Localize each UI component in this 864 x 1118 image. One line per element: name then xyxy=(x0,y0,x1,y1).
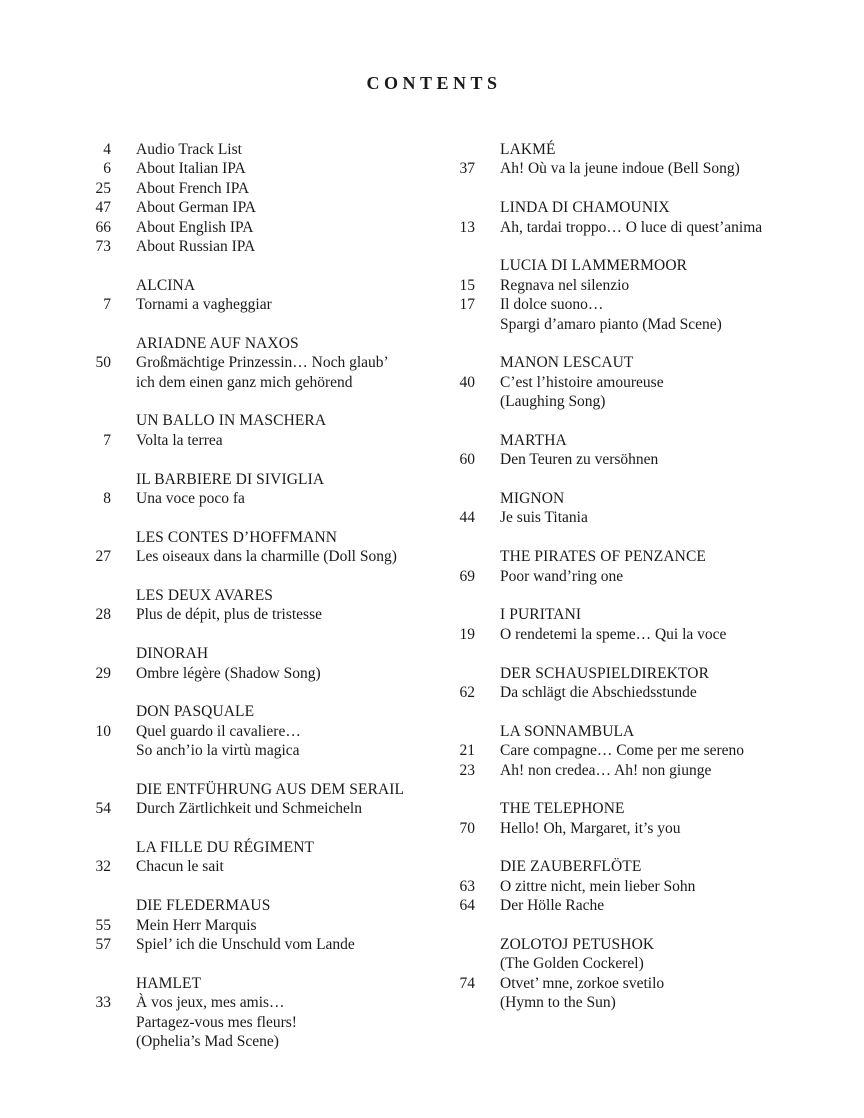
spacer xyxy=(86,819,436,838)
contents-entry xyxy=(86,916,436,935)
opera-title: DER SCHAUSPIELDIREKTOR xyxy=(500,664,710,682)
aria-title: (Laughing Song) xyxy=(500,393,606,411)
contents-entry xyxy=(86,353,436,372)
aria-title: Una voce poco fa xyxy=(136,490,245,508)
spacer xyxy=(450,916,850,935)
contents-entry xyxy=(450,761,850,780)
spacer xyxy=(450,237,850,256)
opera-heading xyxy=(450,256,850,275)
opera-title: DINORAH xyxy=(136,645,209,663)
spacer xyxy=(86,508,436,527)
contents-entry xyxy=(86,159,436,178)
contents-entry xyxy=(86,179,436,198)
spacer xyxy=(450,179,850,198)
opera-title: LAKMÉ xyxy=(500,141,556,158)
page-number: 60 xyxy=(459,451,475,469)
page-number: 25 xyxy=(95,179,111,197)
opera-heading xyxy=(450,605,850,624)
contents-entry xyxy=(86,373,436,392)
opera-title: LES CONTES D’HOFFMANN xyxy=(136,528,338,546)
contents-entry xyxy=(86,722,436,741)
spacer xyxy=(86,877,436,896)
page-number: 29 xyxy=(95,664,111,682)
opera-title: ZOLOTOJ PETUSHOK xyxy=(500,936,655,954)
aria-title: Chacun le sait xyxy=(136,858,224,876)
aria-title: About German IPA xyxy=(136,199,256,217)
aria-title: (Hymn to the Sun) xyxy=(500,994,616,1012)
aria-title: Care compagne… Come per me sereno xyxy=(500,742,745,760)
contents-entry xyxy=(86,1032,436,1051)
contents-entry xyxy=(450,276,850,295)
aria-title: Ombre légère (Shadow Song) xyxy=(136,664,321,682)
opera-heading xyxy=(450,140,850,159)
aria-title: Großmächtige Prinzessin… Noch glaub’ xyxy=(136,354,389,372)
page-number: 55 xyxy=(95,916,111,934)
opera-heading xyxy=(450,489,850,508)
opera-heading xyxy=(86,334,436,353)
aria-title: Il dolce suono… xyxy=(500,296,604,314)
spacer xyxy=(86,256,436,275)
contents-entry xyxy=(86,489,436,508)
page-number: 64 xyxy=(459,897,475,915)
aria-title: Durch Zärtlichkeit und Schmeicheln xyxy=(136,800,362,818)
opera-heading xyxy=(450,722,850,741)
opera-heading xyxy=(450,664,850,683)
contents-entry xyxy=(450,159,850,178)
page-number: 17 xyxy=(459,296,475,314)
aria-title: Quel guardo il cavaliere… xyxy=(136,722,301,740)
opera-title: ARIADNE AUF NAXOS xyxy=(136,334,299,352)
page-number: 50 xyxy=(95,354,111,372)
spacer xyxy=(450,334,850,353)
page-number: 21 xyxy=(459,742,475,760)
opera-title: DIE ZAUBERFLÖTE xyxy=(500,858,642,876)
contents-entry xyxy=(450,683,850,702)
contents-entry xyxy=(450,373,850,392)
contents-entry xyxy=(450,295,850,314)
opera-title: LA FILLE DU RÉGIMENT xyxy=(136,839,315,857)
opera-heading xyxy=(86,702,436,721)
opera-heading xyxy=(86,838,436,857)
page-number: 4 xyxy=(103,141,111,158)
spacer xyxy=(86,683,436,702)
opera-heading xyxy=(86,644,436,663)
aria-title: So anch’io la virtù magica xyxy=(136,742,300,760)
aria-title: (Ophelia’s Mad Scene) xyxy=(136,1032,279,1050)
contents-entry xyxy=(86,198,436,217)
aria-title: ich dem einen ganz mich gehörend xyxy=(136,373,353,391)
contents-entry xyxy=(450,954,850,973)
aria-title: Der Hölle Rache xyxy=(500,897,605,915)
aria-title: Den Teuren zu versöhnen xyxy=(500,451,659,469)
contents-entry xyxy=(86,993,436,1012)
spacer xyxy=(86,315,436,334)
page-number: 69 xyxy=(459,567,475,585)
contents-entry xyxy=(86,664,436,683)
opera-heading xyxy=(86,470,436,489)
aria-title: About Italian IPA xyxy=(136,160,246,178)
aria-title: About Russian IPA xyxy=(136,237,256,255)
opera-heading xyxy=(450,431,850,450)
contents-entry xyxy=(86,605,436,624)
contents-entry xyxy=(450,450,850,469)
opera-title: UN BALLO IN MASCHERA xyxy=(136,412,327,430)
opera-heading xyxy=(450,547,850,566)
page-title: CONTENTS xyxy=(366,73,502,93)
spacer xyxy=(450,586,850,605)
aria-title: Volta la terrea xyxy=(136,431,223,449)
contents-entry xyxy=(86,741,436,760)
page-number: 10 xyxy=(95,722,111,740)
contents-entry xyxy=(450,218,850,237)
opera-title: I PURITANI xyxy=(500,606,582,624)
page-number: 73 xyxy=(95,237,111,255)
aria-title: Tornami a vagheggiar xyxy=(136,296,272,314)
page-number: 28 xyxy=(95,606,111,624)
page-number: 47 xyxy=(95,199,111,217)
contents-column-left xyxy=(86,140,436,1051)
contents-entry xyxy=(450,508,850,527)
spacer xyxy=(450,470,850,489)
contents-entry xyxy=(450,567,850,586)
page-number: 8 xyxy=(103,490,111,508)
contents-entry xyxy=(86,935,436,954)
opera-title: HAMLET xyxy=(136,974,202,992)
opera-title: LUCIA DI LAMMERMOOR xyxy=(500,257,688,275)
spacer xyxy=(450,411,850,430)
opera-heading xyxy=(450,935,850,954)
contents-entry xyxy=(450,315,850,334)
page-number: 54 xyxy=(95,800,111,818)
opera-heading xyxy=(450,799,850,818)
opera-heading xyxy=(86,528,436,547)
spacer xyxy=(86,392,436,411)
aria-title: Otvet’ mne, zorkoe svetilo xyxy=(500,974,665,992)
page-number: 62 xyxy=(459,683,475,701)
opera-heading xyxy=(450,857,850,876)
spacer xyxy=(450,838,850,857)
aria-title: Plus de dépit, plus de tristesse xyxy=(136,606,322,624)
contents-entry xyxy=(86,547,436,566)
page-number: 32 xyxy=(95,858,111,876)
opera-heading xyxy=(450,198,850,217)
spacer xyxy=(450,702,850,721)
page-number: 7 xyxy=(103,431,111,449)
spacer xyxy=(86,567,436,586)
aria-title: C’est l’histoire amoureuse xyxy=(500,373,664,391)
aria-title: Hello! Oh, Margaret, it’s you xyxy=(500,819,681,837)
opera-title: DON PASQUALE xyxy=(136,703,255,721)
page-number: 37 xyxy=(459,160,475,178)
aria-title: À vos jeux, mes amis… xyxy=(136,994,285,1012)
contents-column-right xyxy=(450,140,850,1013)
spacer xyxy=(86,450,436,469)
page-number: 63 xyxy=(459,877,475,895)
contents-entry xyxy=(86,1013,436,1032)
contents-entry xyxy=(86,431,436,450)
page-number: 7 xyxy=(103,296,111,314)
opera-heading xyxy=(86,411,436,430)
page-number: 70 xyxy=(459,819,475,837)
aria-title: Je suis Titania xyxy=(500,509,588,527)
aria-title: Ah, tardai troppo… O luce di quest’anima xyxy=(500,218,763,236)
opera-heading xyxy=(86,586,436,605)
contents-entry xyxy=(86,237,436,256)
opera-title: THE PIRATES OF PENZANCE xyxy=(500,548,706,566)
page-number: 57 xyxy=(95,936,111,954)
aria-title: Regnava nel silenzio xyxy=(500,276,630,294)
opera-heading xyxy=(86,276,436,295)
contents-entry xyxy=(86,799,436,818)
page-number: 40 xyxy=(459,373,475,391)
contents-entry xyxy=(86,218,436,237)
page-number: 19 xyxy=(459,625,475,643)
contents-entry xyxy=(86,857,436,876)
opera-title: THE TELEPHONE xyxy=(500,800,625,818)
aria-title: About English IPA xyxy=(136,218,254,236)
aria-title: About French IPA xyxy=(136,179,250,197)
contents-entry xyxy=(450,877,850,896)
aria-title: Spiel’ ich die Unschuld vom Lande xyxy=(136,936,355,954)
contents-entry xyxy=(450,819,850,838)
aria-title: (The Golden Cockerel) xyxy=(500,955,644,973)
opera-title: LA SONNAMBULA xyxy=(500,722,635,740)
contents-entry xyxy=(86,295,436,314)
opera-title: MANON LESCAUT xyxy=(500,354,634,372)
aria-title: Ah! Où va la jeune indoue (Bell Song) xyxy=(500,160,740,178)
page-number: 33 xyxy=(95,994,111,1012)
page-number: 74 xyxy=(459,974,475,992)
opera-title: MARTHA xyxy=(500,431,567,449)
spacer xyxy=(450,780,850,799)
aria-title: Poor wand’ring one xyxy=(500,567,624,585)
spacer xyxy=(450,528,850,547)
contents-entry xyxy=(450,896,850,915)
page-number: 13 xyxy=(459,218,475,236)
opera-title: LINDA DI CHAMOUNIX xyxy=(500,199,670,217)
page-number: 44 xyxy=(459,509,475,527)
opera-title: DIE ENTFÜHRUNG AUS DEM SERAIL xyxy=(136,780,405,798)
opera-heading xyxy=(86,974,436,993)
aria-title: Ah! non credea… Ah! non giunge xyxy=(500,761,712,779)
contents-entry xyxy=(450,741,850,760)
spacer xyxy=(86,761,436,780)
opera-title: DIE FLEDERMAUS xyxy=(136,897,271,915)
contents-entry xyxy=(86,140,436,159)
aria-title: Da schlägt die Abschiedsstunde xyxy=(500,683,697,701)
contents-entry xyxy=(450,974,850,993)
page-number: 23 xyxy=(459,761,475,779)
contents-entry xyxy=(450,392,850,411)
opera-title: LES DEUX AVARES xyxy=(136,586,274,604)
opera-heading xyxy=(86,780,436,799)
page-number: 6 xyxy=(103,160,111,178)
aria-title: Les oiseaux dans la charmille (Doll Song) xyxy=(136,548,397,566)
spacer xyxy=(86,954,436,973)
page-number: 66 xyxy=(95,218,111,236)
aria-title: Spargi d’amaro pianto (Mad Scene) xyxy=(500,315,722,333)
aria-title: O rendetemi la speme… Qui la voce xyxy=(500,625,727,643)
page-number: 15 xyxy=(459,276,475,294)
page-number: 27 xyxy=(95,548,111,566)
spacer xyxy=(450,644,850,663)
aria-title: Partagez-vous mes fleurs! xyxy=(136,1013,297,1031)
aria-title: Mein Herr Marquis xyxy=(136,916,257,934)
spacer xyxy=(86,625,436,644)
opera-title: MIGNON xyxy=(500,490,565,508)
opera-title: ALCINA xyxy=(136,276,196,294)
aria-title: Audio Track List xyxy=(136,141,242,158)
contents-entry xyxy=(450,625,850,644)
contents-entry xyxy=(450,993,850,1012)
opera-title: IL BARBIERE DI SIVIGLIA xyxy=(136,470,325,488)
aria-title: O zittre nicht, mein lieber Sohn xyxy=(500,877,696,895)
opera-heading xyxy=(86,896,436,915)
opera-heading xyxy=(450,353,850,372)
